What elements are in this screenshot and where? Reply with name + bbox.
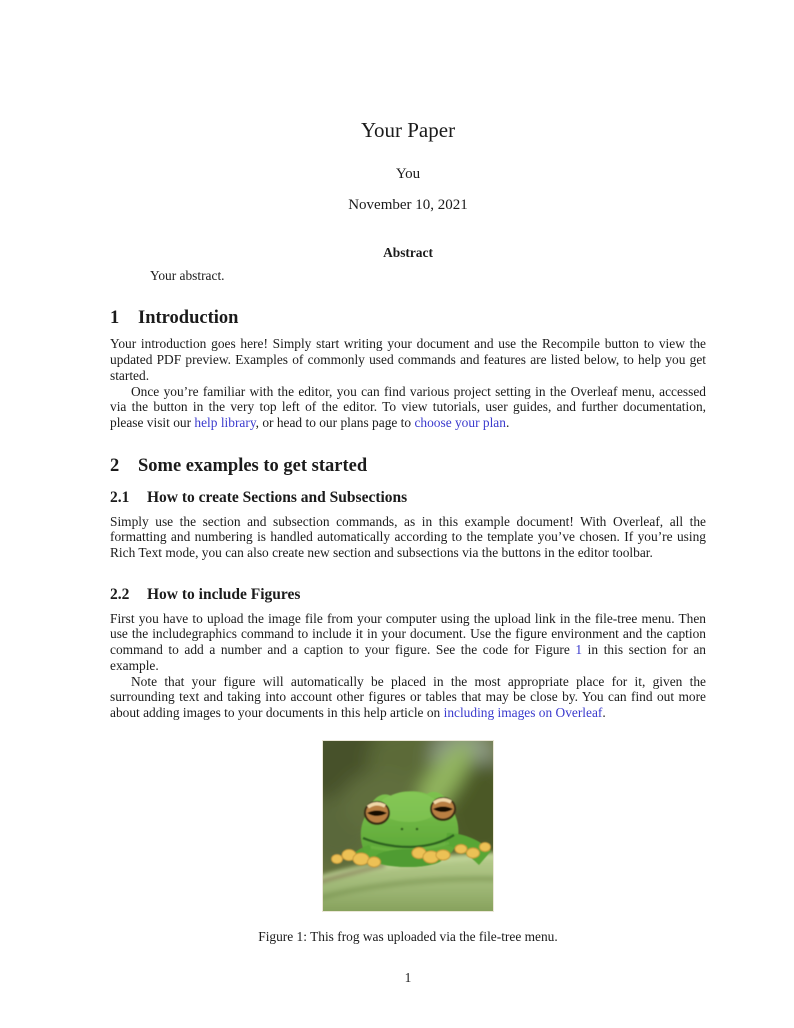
figure-1 bbox=[110, 740, 706, 916]
text-column bbox=[110, 0, 706, 986]
frog-illustration bbox=[323, 741, 494, 912]
inline-link[interactable]: choose your plan bbox=[414, 414, 506, 430]
text-run: in this section for an example. bbox=[110, 642, 706, 673]
figure-1-image-frog-photo bbox=[322, 740, 494, 912]
paper-title: Your Paper bbox=[360, 118, 456, 142]
subsection-2-2-number: 2.2 bbox=[110, 585, 130, 603]
text-run: Note that your figure will automatically be placed in the most appropriate place for it, given the surrounding text and taking into account other figures or tables that may be close by. You can find out more about adding images to your documents in this help article on bbox=[110, 673, 706, 720]
inline-link[interactable]: 1 bbox=[575, 642, 583, 658]
inline-link[interactable]: help library bbox=[194, 414, 256, 430]
subsection-2-1-paragraph bbox=[110, 514, 706, 561]
section-1-number: 1 bbox=[110, 308, 120, 329]
figure-1-caption: Figure 1: This frog was uploaded via the file-tree menu. bbox=[258, 929, 558, 945]
subsection-2-2-paragraph-2 bbox=[110, 674, 706, 721]
text-run: . bbox=[505, 414, 510, 430]
abstract-text: Your abstract. bbox=[150, 267, 225, 283]
paper-date: November 10, 2021 bbox=[348, 197, 468, 213]
section-1-title: Introduction bbox=[138, 308, 239, 329]
text-run: Your introduction goes here! Simply start writing your document and use the Recompile button to view the updated PDF preview. Examples of commonly used commands and features are listed below, to help you get started. bbox=[110, 336, 706, 383]
inline-link[interactable]: including images on Overleaf bbox=[443, 704, 603, 720]
subsection-2-1-heading bbox=[110, 489, 706, 506]
frog-right-eye bbox=[430, 797, 456, 821]
section-2-heading bbox=[110, 456, 706, 476]
text-run: Once you’re familiar with the editor, you can find various project setting in the Overleaf menu, accessed via the button in the very top left of the editor. To view tutorials, user guides, and further documentation, please visit our bbox=[110, 383, 706, 430]
intro-paragraph-1 bbox=[110, 336, 706, 383]
subsection-2-1-title: How to create Sections and Subsections bbox=[147, 488, 408, 506]
text-run: First you have to upload the image file from your computer using the upload link in the file-tree menu. Then use the includegraphics command to include it in your document. Use the figure environment and the caption command to add a number and a caption to your figure. See the code for Figure bbox=[110, 610, 706, 658]
section-2-title: Some examples to get started bbox=[138, 455, 368, 476]
page-number: 1 bbox=[404, 970, 412, 986]
section-2-number: 2 bbox=[110, 455, 120, 476]
subsection-2-2-title: How to include Figures bbox=[147, 585, 301, 603]
intro-paragraph-2 bbox=[110, 384, 706, 431]
frog-left-eye bbox=[364, 801, 390, 825]
text-run: , or head to our plans page to bbox=[255, 414, 415, 430]
subsection-2-2-paragraph-1 bbox=[110, 611, 706, 674]
abstract-heading: Abstract bbox=[383, 245, 433, 260]
text-run: . bbox=[602, 704, 606, 720]
paper-author: You bbox=[395, 166, 421, 182]
subsection-2-1-number: 2.1 bbox=[110, 488, 130, 506]
text-run: Simply use the section and subsection commands, as in this example document! With Overleaf, all the formatting and numbering is handled automatically according to the template you’ve chosen. If you’re using Rich Text mode, you can also create new section and subsections via the buttons in the editor toolbar. bbox=[110, 513, 706, 561]
subsection-2-2-heading bbox=[110, 586, 706, 603]
section-1-heading bbox=[110, 308, 706, 328]
